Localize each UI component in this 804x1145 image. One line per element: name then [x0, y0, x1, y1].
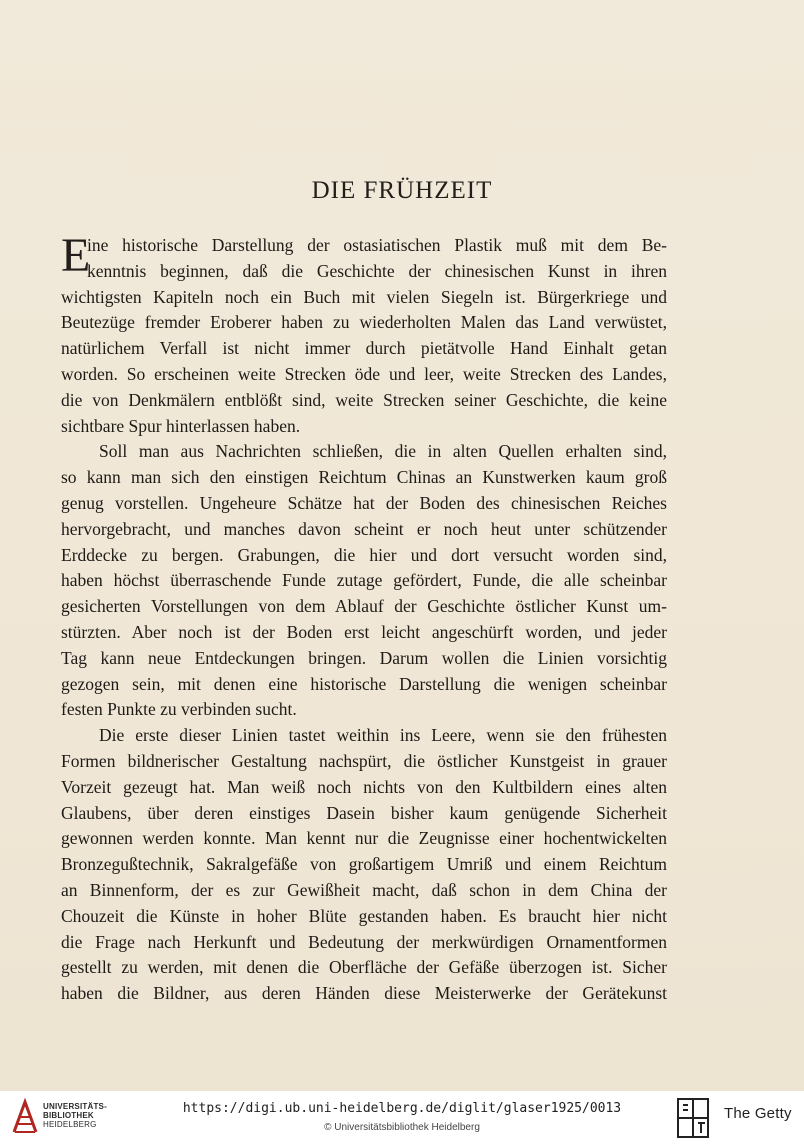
- text-line: genug vorstellen. Ungeheure Schätze hat der Boden des chinesischen Reiches: [61, 492, 667, 513]
- library-line-1: UNIVERSITÄTS-: [43, 1102, 107, 1111]
- text-line: festen Punkte zu verbinden sucht.: [61, 699, 297, 720]
- page-title: DIE FRÜHZEIT: [311, 177, 493, 204]
- footer-bar: [0, 1091, 804, 1145]
- text-line: gewonnen werden konnte. Man kennt nur die Zeugnisse einer hochentwickelten: [61, 828, 667, 849]
- text-line: gestellt zu werden, mit denen die Oberfläche der Gefäße überzogen ist. Sicher: [61, 957, 667, 978]
- library-line-2: BIBLIOTHEK: [43, 1111, 94, 1120]
- text-line: gesicherten Vorstellungen von dem Ablauf der Geschichte östlicher Kunst um-: [61, 596, 667, 617]
- text-line: natürlichem Verfall ist nicht immer durch pietätvolle Hand Einhalt getan: [61, 338, 667, 359]
- getty-label: The Getty: [724, 1105, 792, 1122]
- library-line-3: HEIDELBERG: [43, 1120, 97, 1129]
- text-line: Formen bildnerischer Gestaltung nachspürt, die östlicher Kunstgeist in grauer: [61, 750, 667, 771]
- text-line: so kann man sich den einstigen Reichtum Chinas an Kunstwerken kaum groß: [61, 467, 667, 488]
- text-line: die Frage nach Herkunft und Bedeutung der merkwürdigen Ornamentformen: [61, 931, 667, 952]
- text-line: Glaubens, über deren einstiges Dasein bisher kaum genügende Sicherheit: [61, 802, 667, 823]
- text-line: Chouzeit die Künste in hoher Blüte gestanden haben. Es braucht hier nicht: [61, 905, 667, 926]
- text-line: worden. So erscheinen weite Strecken öde und leer, weite Strecken des Landes,: [61, 363, 667, 384]
- body-text: [61, 229, 667, 1007]
- getty-logo-icon: [676, 1097, 710, 1139]
- drop-cap: E: [61, 229, 91, 282]
- text-line: Vorzeit gezeugt hat. Man weiß noch nichts von den Kultbildern eines alten: [61, 776, 667, 797]
- text-line: sichtbare Spur hinterlassen haben.: [61, 415, 301, 436]
- text-line: hervorgebracht, und manches davon scheint er noch heut unter schützender: [61, 518, 667, 539]
- document-url-link[interactable]: https://digi.ub.uni-heidelberg.de/diglit/glaser1925/0013: [182, 1101, 622, 1116]
- text-line: wichtigsten Kapiteln noch ein Buch mit vielen Siegeln ist. Bürgerkriege und: [61, 286, 667, 307]
- copyright-notice: © Universitätsbibliothek Heidelberg: [324, 1122, 480, 1133]
- text-line: Beutezüge fremder Eroberer haben zu wiederholten Malen das Land verwüstet,: [61, 312, 667, 333]
- text-line: kenntnis beginnen, daß die Geschichte der chinesischen Kunst in ihren: [87, 260, 667, 281]
- text-line: Bronzegußtechnik, Sakralgefäße von großartigem Umriß und einem Reichtum: [61, 854, 667, 875]
- text-line: Erddecke zu bergen. Grabungen, die hier und dort versucht worden sind,: [61, 544, 667, 565]
- text-line: die von Denkmälern entblößt sind, weite Strecken seiner Geschichte, die keine: [61, 389, 667, 410]
- text-line: an Binnenform, der es zur Gewißheit macht, daß schon in dem China der: [61, 879, 667, 900]
- text-line: Soll man aus Nachrichten schließen, die in alten Quellen erhalten sind,: [99, 441, 667, 462]
- text-line: haben die Bildner, aus deren Händen diese Meisterwerke der Gerätekunst: [61, 983, 667, 1004]
- text-line: Tag kann neue Entdeckungen bringen. Darum wollen die Linien vorsichtig: [61, 647, 667, 668]
- text-line: stürzten. Aber noch ist der Boden erst leicht angeschürft worden, und jeder: [61, 621, 667, 642]
- text-line: Die erste dieser Linien tastet weithin ins Leere, wenn sie den frühesten: [99, 725, 667, 746]
- text-line: haben höchst überraschende Funde zutage gefördert, Funde, die alle scheinbar: [61, 570, 667, 591]
- text-line: ine historische Darstellung der ostasiatischen Plastik muß mit dem Be-: [87, 235, 667, 255]
- text-line: gezogen sein, mit denen eine historische Darstellung die wenigen scheinbar: [61, 673, 667, 694]
